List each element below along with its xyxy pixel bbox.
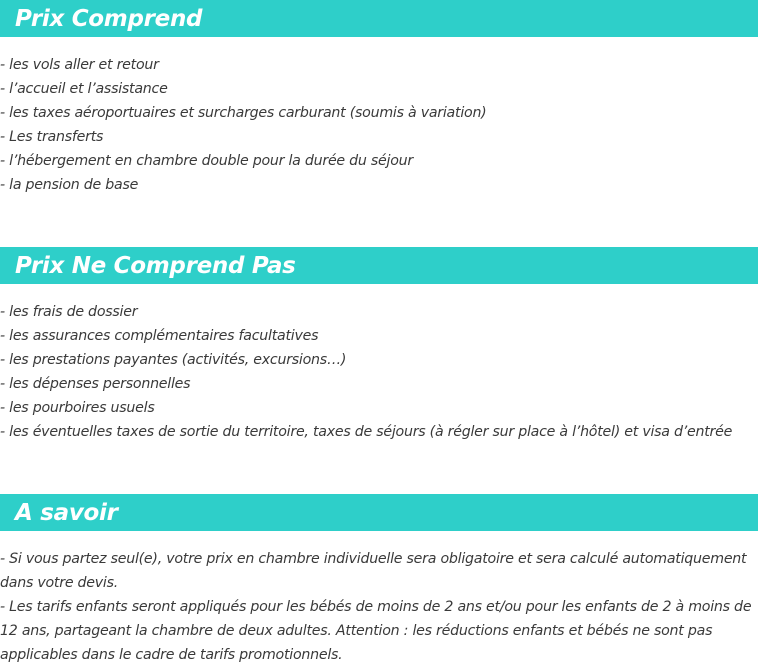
list-item: - les frais de dossier — [0, 304, 138, 320]
section-header — [0, 247, 758, 284]
section-prix-comprend — [0, 0, 758, 197]
list-item: - les pourboires usuels — [0, 400, 155, 416]
list-item: - les vols aller et retour — [0, 57, 159, 73]
list-item: - la pension de base — [0, 177, 139, 193]
list-item: - les taxes aéroportuaires et surcharges carburant (soumis à variation) — [0, 105, 487, 121]
info-paragraph: - Les tarifs enfants seront appliqués pour les bébés de moins de 2 ans et/ou pour les enfants de 2 à moins de 12 ans, partageant la chambre de deux adultes. Attention : les réductions enfants et bébés ne sont pas applicables dans le cadre de tarifs promotionnels. — [0, 599, 752, 663]
info-paragraph: - Si vous partez seul(e), votre prix en chambre individuelle sera obligatoire et sera calculé automatiquement dans votre devis. — [0, 551, 747, 591]
section-title: Prix Ne Comprend Pas — [15, 252, 296, 279]
list-item: - les assurances complémentaires facultatives — [0, 328, 319, 344]
section-spacer — [0, 444, 758, 494]
section-title: Prix Comprend — [15, 5, 203, 32]
section-a-savoir — [0, 494, 758, 667]
list-item: - les dépenses personnelles — [0, 376, 191, 392]
list-item: - l’hébergement en chambre double pour la durée du séjour — [0, 153, 413, 169]
info-list — [0, 531, 758, 667]
section-header — [0, 0, 758, 37]
list-item: - Les transferts — [0, 129, 104, 145]
list-item: - l’accueil et l’assistance — [0, 81, 168, 97]
list-item: - les prestations payantes (activités, excursions…) — [0, 352, 347, 368]
section-prix-ne-comprend-pas — [0, 247, 758, 444]
section-header — [0, 494, 758, 531]
excluded-list — [0, 284, 758, 444]
included-list — [0, 37, 758, 197]
list-item: - les éventuelles taxes de sortie du territoire, taxes de séjours (à régler sur place à l’hôtel) et visa d’entrée — [0, 424, 733, 440]
section-spacer — [0, 197, 758, 247]
section-title: A savoir — [15, 499, 118, 526]
